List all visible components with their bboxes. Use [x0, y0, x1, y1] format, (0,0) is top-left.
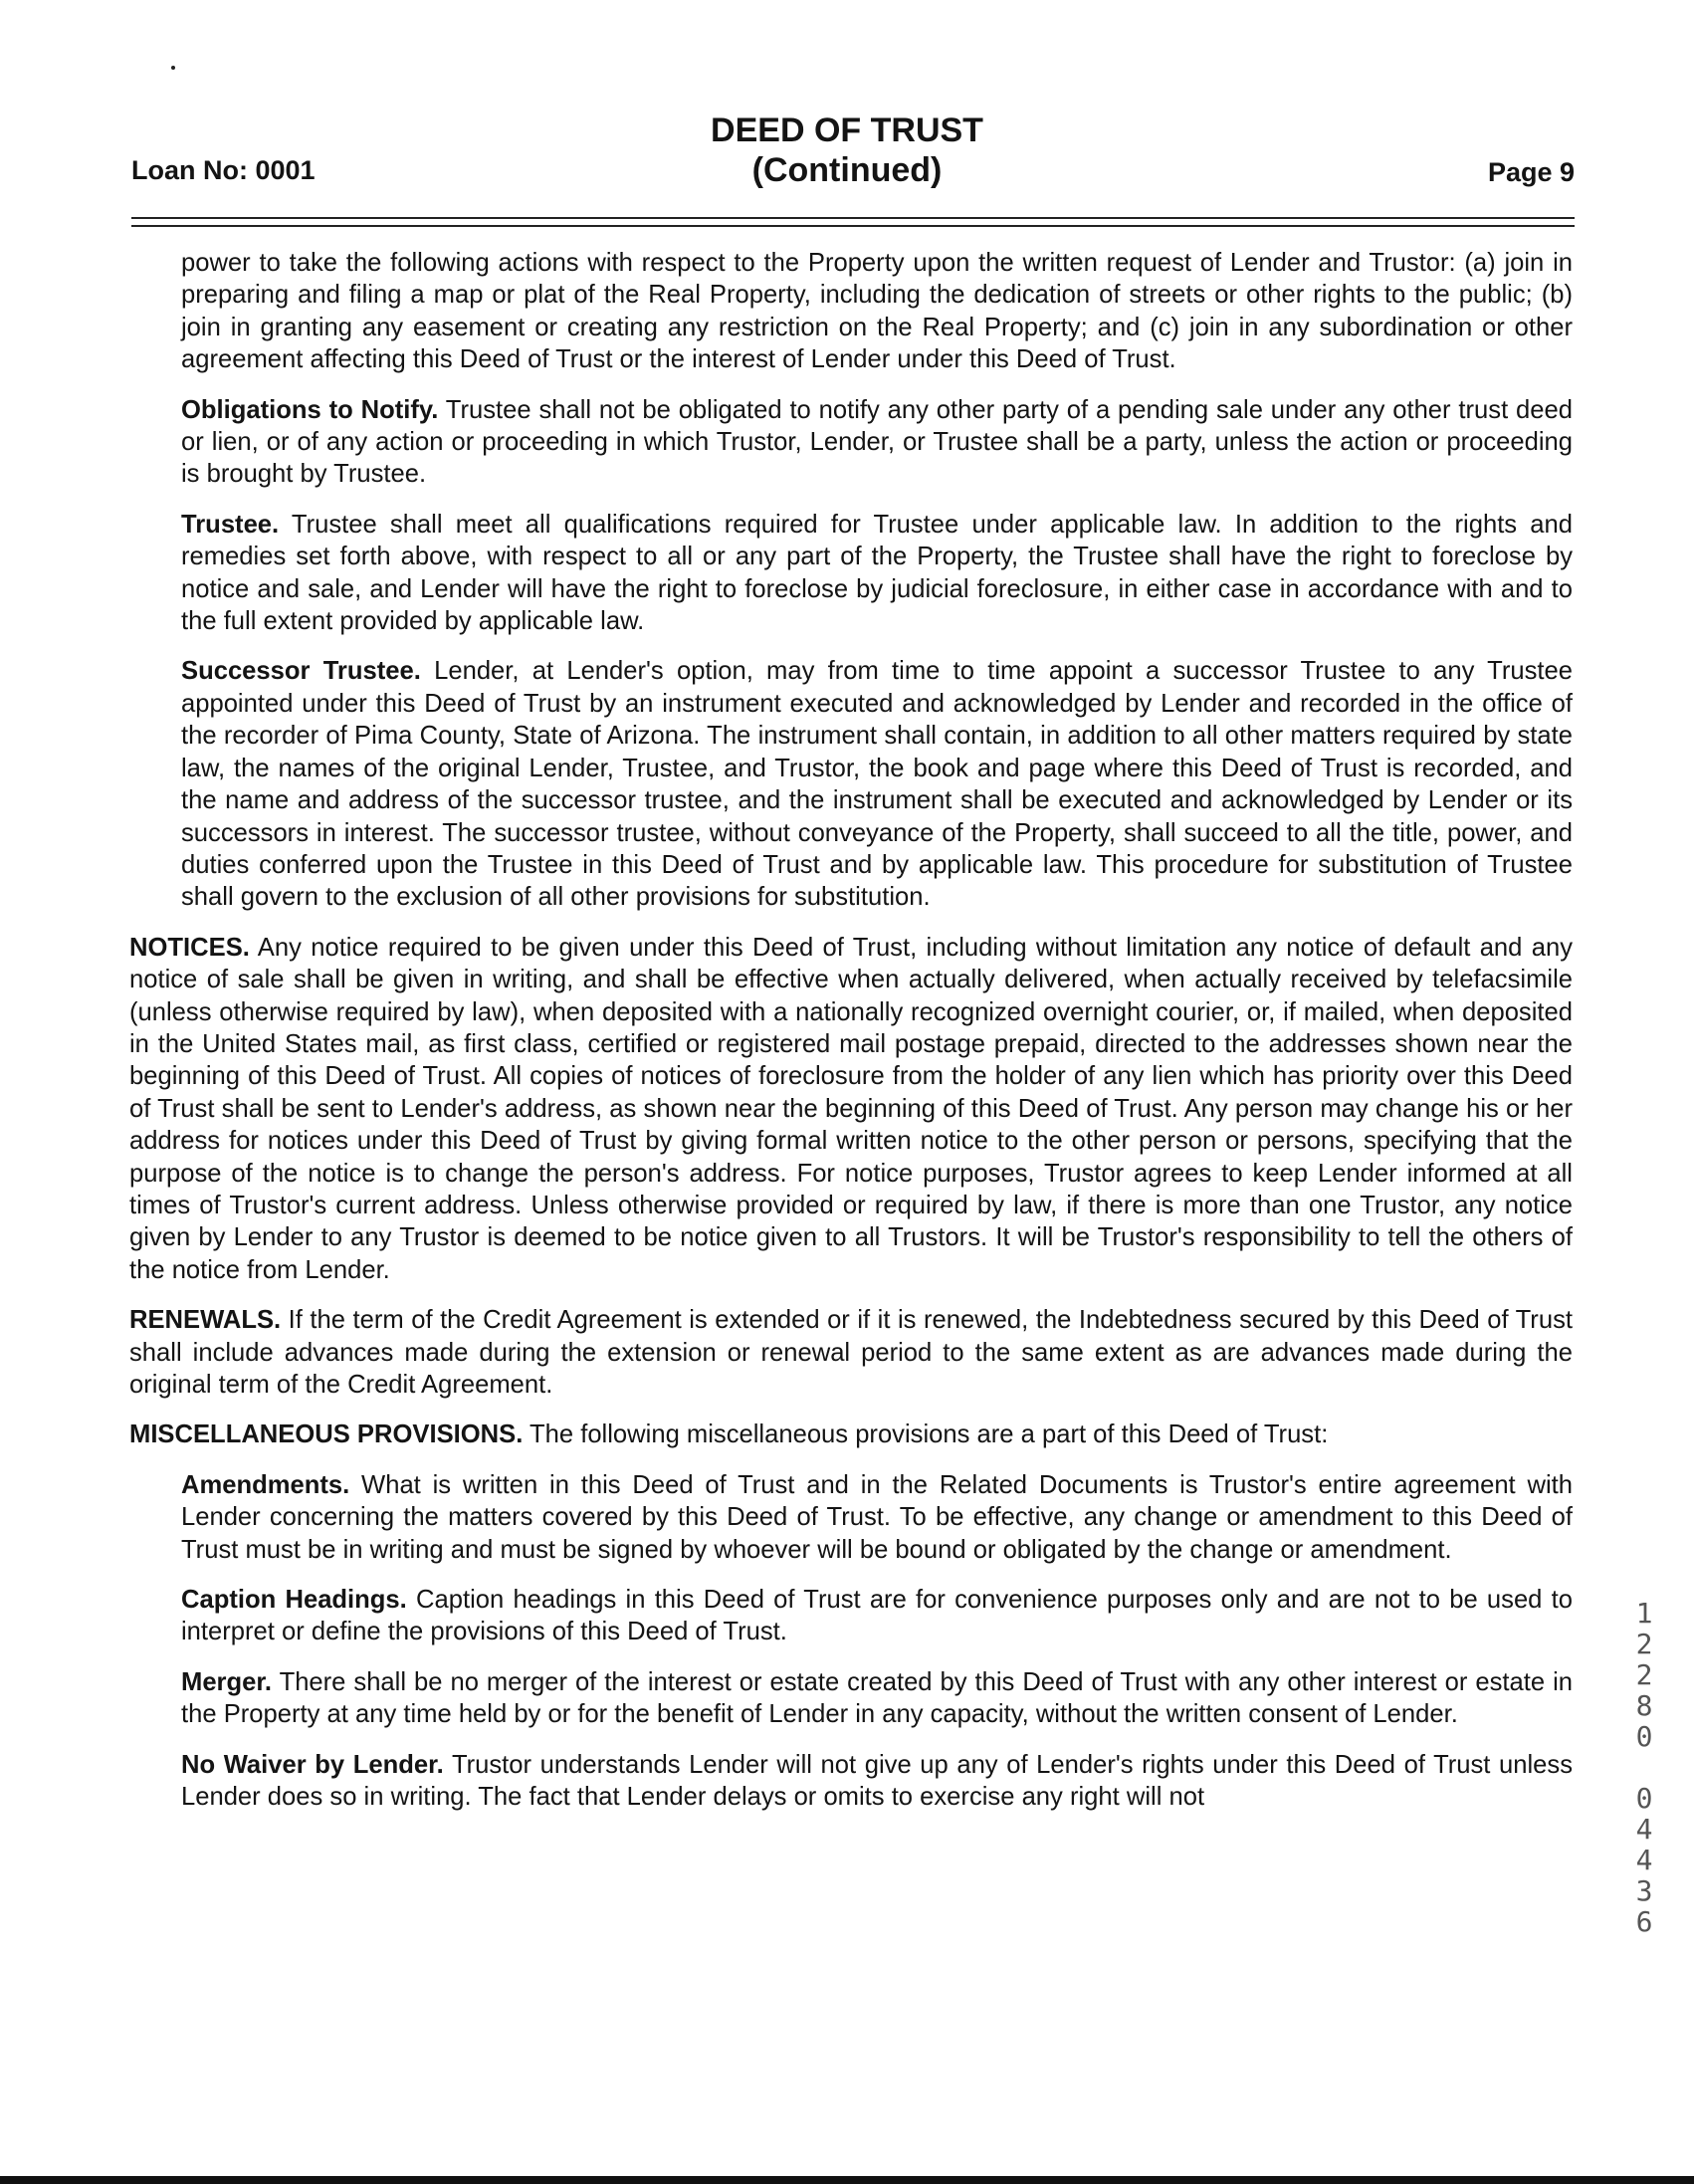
heading-caption-headings: Caption Headings.	[181, 1586, 407, 1615]
paragraph-continued: power to take the following actions with respect to the Property upon the written request of Lender and Trustor: (a) join in preparing and filing a map or plat of the Real Property, including the dedication of streets or other rights to the public; (b) join in granting any easement or creating any restriction on the Real Property; and (c) join in any subordination or other agreement affecting this Deed of Trust or the interest of Lender under this Deed of Trust.	[181, 249, 1573, 374]
paragraph-notices	[129, 932, 1573, 1286]
text-trustee: Trustee shall meet all qualifications required for Trustee under applicable law. In addition to the rights and remedies set forth above, with respect to all or any part of the Property, the Trustee shall have the right to foreclose by notice and sale, and Lender will have the right to foreclose by judicial foreclosure, in either case in accordance with and to the full extent provided by applicable law.	[181, 510, 1573, 636]
paragraph-miscellaneous	[129, 1419, 1573, 1450]
text-notices: Any notice required to be given under this Deed of Trust, including without limitation any notice of default and any notice of sale shall be given in writing, and shall be effective when actually delivered, when actually received by telefacsimile (unless otherwise required by law), when deposited with a nationally recognized overnight courier, or, if mailed, when deposited in the United States mail, as first class, certified or registered mail postage prepaid, directed to the addresses shown near the beginning of this Deed of Trust. All copies of notices of foreclosure from the holder of any lien which has priority over this Deed of Trust shall be sent to Lender's address, as shown near the beginning of this Deed of Trust. Any person may change his or her address for notices under this Deed of Trust by giving formal written notice to the other person or persons, specifying that the purpose of the notice is to change the person's address. For notice purposes, Trustor agrees to keep Lender informed at all times of Trustor's current address. Unless otherwise provided or required by law, if there is more than one Trustor, any notice given by Lender to any Trustor is deemed to be notice given to all Trustors. It will be Trustor's responsibility to tell the others of the notice from Lender.	[129, 933, 1573, 1284]
text-miscellaneous: The following miscellaneous provisions are a part of this Deed of Trust:	[529, 1420, 1329, 1449]
text-renewals: If the term of the Credit Agreement is extended or if it is renewed, the Indebtedness secured by this Deed of Trust shall include advances made during the extension or renewal period to the same extent as are advances made during the original term of the Credit Agreement.	[129, 1306, 1573, 1399]
heading-amendments: Amendments.	[181, 1470, 350, 1499]
recording-number: 1 2 2 8 0 0 4 4 3 6	[1635, 1597, 1653, 1938]
heading-trustee: Trustee.	[181, 510, 280, 539]
paragraph-no-waiver	[181, 1749, 1573, 1814]
header-rule-double	[131, 225, 1575, 227]
text-caption-headings: Caption headings in this Deed of Trust are for convenience purposes only and are not to be used to interpret or define the provisions of this Deed of Trust.	[181, 1586, 1573, 1646]
paragraph-amendments	[181, 1469, 1573, 1566]
loan-number: Loan No: 0001	[131, 155, 316, 185]
page-number: Page 9	[1487, 157, 1575, 187]
paragraph-merger	[181, 1666, 1573, 1731]
heading-merger: Merger.	[181, 1667, 273, 1696]
heading-renewals: RENEWALS.	[129, 1306, 282, 1335]
document-subtitle: (Continued)	[751, 151, 943, 189]
paragraph-successor-trustee	[181, 655, 1573, 913]
scan-speck	[171, 66, 175, 70]
heading-notices: NOTICES.	[129, 933, 250, 962]
heading-obligations-to-notify: Obligations to Notify.	[181, 395, 439, 424]
document-title: DEED OF TRUST	[711, 111, 983, 149]
heading-miscellaneous: MISCELLANEOUS PROVISIONS.	[129, 1420, 524, 1449]
paragraph-renewals	[129, 1304, 1573, 1401]
paragraph-trustee	[181, 509, 1573, 638]
header-rule	[131, 217, 1575, 219]
document-body	[129, 247, 1573, 1831]
text-obligations-to-notify: Trustee shall not be obligated to notify any other party of a pending sale under any other trust deed or lien, or of any action or proceeding in which Trustor, Lender, or Trustee shall be a party, unless the action or proceeding is brought by Trustee.	[181, 395, 1573, 489]
paragraph-caption-headings	[181, 1584, 1573, 1648]
text-amendments: What is written in this Deed of Trust and in the Related Documents is Trustor's entire agreement with Lender concerning the matters covered by this Deed of Trust. To be effective, any change or amendment to this Deed of Trust must be in writing and must be signed by whoever will be bound or obligated by the change or amendment.	[181, 1470, 1573, 1564]
heading-successor-trustee: Successor Trustee.	[181, 657, 421, 686]
scan-edge	[0, 2176, 1694, 2184]
text-no-waiver: Trustor understands Lender will not give up any of Lender's rights under this Deed of Trust unless Lender does so in writing. The fact that Lender delays or omits to exercise any right will not	[181, 1750, 1573, 1812]
text-successor-trustee: Lender, at Lender's option, may from time to time appoint a successor Trustee to any Trustee appointed under this Deed of Trust by an instrument executed and acknowledged by Lender and recorded in the office of the recorder of Pima County, State of Arizona. The instrument shall contain, in addition to all other matters required by state law, the names of the original Lender, Trustee, and Trustor, the book and page where this Deed of Trust is recorded, and the name and address of the successor trustee, and the instrument shall be executed and acknowledged by Lender or its successors in interest. The successor trustee, without conveyance of the Property, shall succeed to all the title, power, and duties conferred upon the Trustee in this Deed of Trust and by applicable law. This procedure for substitution of Trustee shall govern to the exclusion of all other provisions for substitution.	[181, 657, 1573, 912]
paragraph-obligations-to-notify	[181, 394, 1573, 491]
heading-no-waiver: No Waiver by Lender.	[181, 1750, 444, 1779]
text-merger: There shall be no merger of the interest or estate created by this Deed of Trust with any other interest or estate in the Property at any time held by or for the benefit of Lender in any capacity, without the written consent of Lender.	[181, 1667, 1573, 1729]
